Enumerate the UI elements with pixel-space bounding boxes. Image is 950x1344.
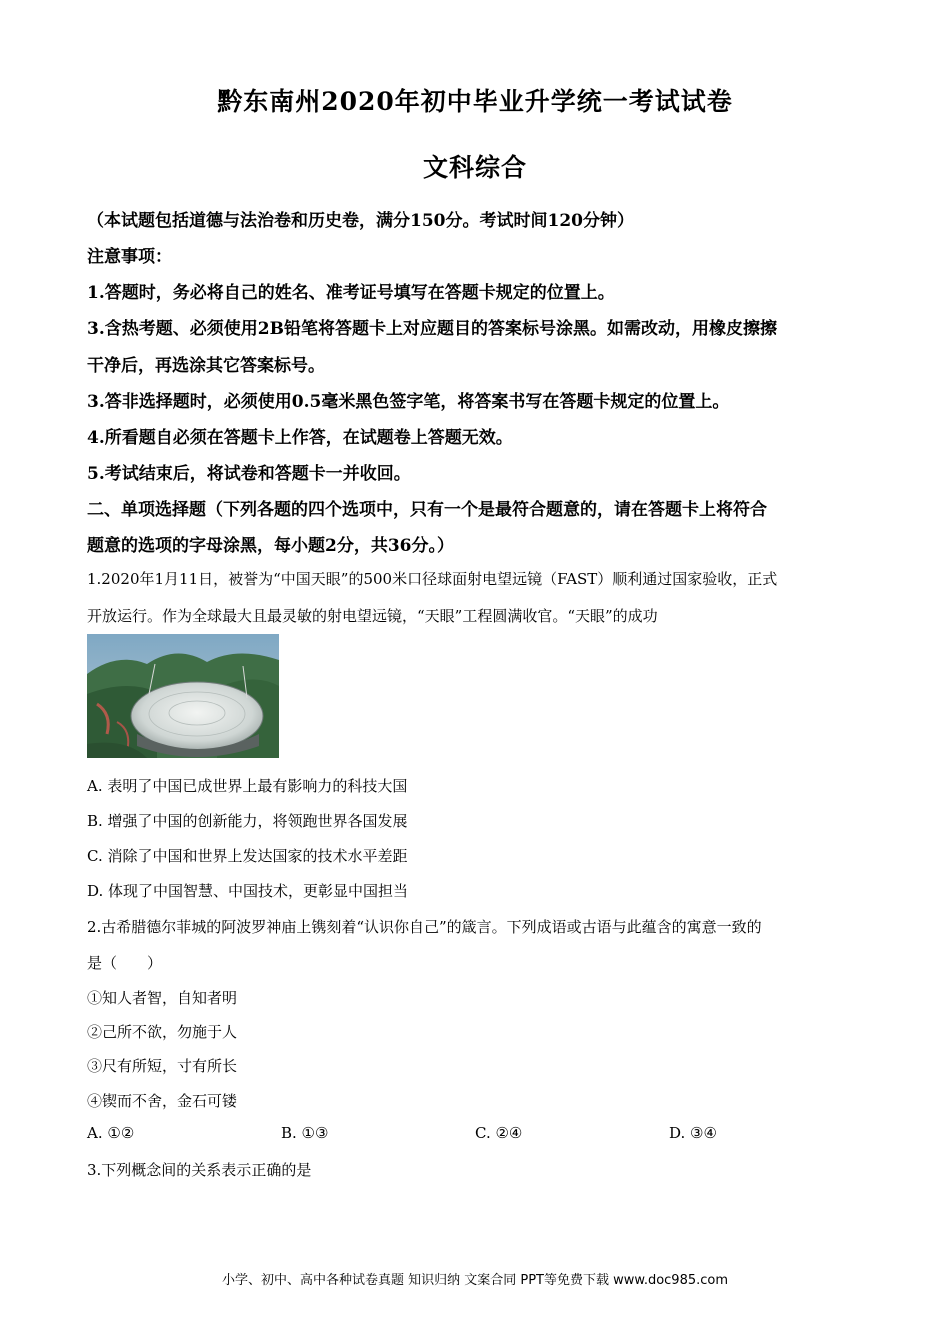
notice-item: 3.含热考题、必须使用2B铅笔将答题卡上对应题目的答案标号涂黑。如需改动，用橡皮擦擦 — [87, 319, 777, 339]
question-1-stem-cont: 开放运行。作为全球最大且最灵敏的射电望远镜，“天眼”工程圆满收官。“天眼”的成功 — [87, 607, 658, 625]
section-heading: 二、单项选择题（下列各题的四个选项中，只有一个是最符合题意的，请在答题卡上将符合 — [87, 500, 767, 520]
notice-item: 5.考试结束后，将试卷和答题卡一并收回。 — [87, 464, 411, 484]
question-2-item: ①知人者智，自知者明 — [87, 989, 238, 1007]
notice-item: 干净后，再选涂其它答案标号。 — [87, 356, 325, 376]
notice-item: 3.答非选择题时，必须使用0.5毫米黑色签字笔，将答案书写在答题卡规定的位置上。 — [87, 392, 730, 412]
question-1-option-a: A. 表明了中国已成世界上最有影响力的科技大国 — [87, 777, 408, 795]
question-1-option-d: D. 体现了中国智慧、中国技术，更彰显中国担当 — [87, 882, 409, 900]
notice-item: 4.所看题自必须在答题卡上作答，在试题卷上答题无效。 — [87, 428, 513, 448]
question-2-item: ③尺有所短，寸有所长 — [87, 1057, 238, 1075]
question-2-item: ②己所不欲，勿施于人 — [87, 1023, 238, 1041]
question-2-stem: 2.古希腊德尔菲城的阿波罗神庙上镌刻着“认识你自己”的箴言。下列成语或古语与此蕴含的寓意一致的 — [87, 918, 762, 936]
question-2-option-c: C. ②④ — [475, 1124, 523, 1142]
section-heading-cont: 题意的选项的字母涂黑，每小题2分，共36分。） — [87, 536, 454, 556]
question-1-option-c: C. 消除了中国和世界上发达国家的技术水平差距 — [87, 847, 408, 865]
notice-heading: 注意事项： — [87, 247, 172, 267]
intro-note: （本试题包括道德与法治卷和历史卷，满分150分。考试时间120分钟） — [87, 211, 634, 231]
footer-link[interactable]: 小学、初中、高中各种试卷真题 知识归纳 文案合同 PPT等免费下载 www.doc985.com — [221, 1273, 729, 1288]
fast-telescope-photo — [87, 634, 279, 758]
question-2-options — [87, 1124, 867, 1146]
question-1-stem: 1.2020年1月11日，被誉为“中国天眼”的500米口径球面射电望远镜（FAST）顺利通过国家验收，正式 — [87, 570, 778, 588]
question-3-stem: 3.下列概念间的关系表示正确的是 — [87, 1161, 312, 1179]
question-2-option-b: B. ①③ — [281, 1124, 329, 1142]
question-2-option-d: D. ③④ — [669, 1124, 717, 1142]
question-2-option-a: A. ①② — [87, 1124, 135, 1142]
exam-subtitle: 文科综合 — [422, 153, 527, 182]
exam-title: 黔东南州2020年初中毕业升学统一考试试卷 — [217, 87, 733, 116]
question-2-stem-cont: 是（ ） — [87, 954, 163, 972]
question-2-item: ④锲而不舍，金石可镂 — [87, 1092, 238, 1110]
notice-item: 1.答题时，务必将自己的姓名、准考证号填写在答题卡规定的位置上。 — [87, 283, 615, 303]
question-1-option-b: B. 增强了中国的创新能力，将领跑世界各国发展 — [87, 812, 408, 830]
